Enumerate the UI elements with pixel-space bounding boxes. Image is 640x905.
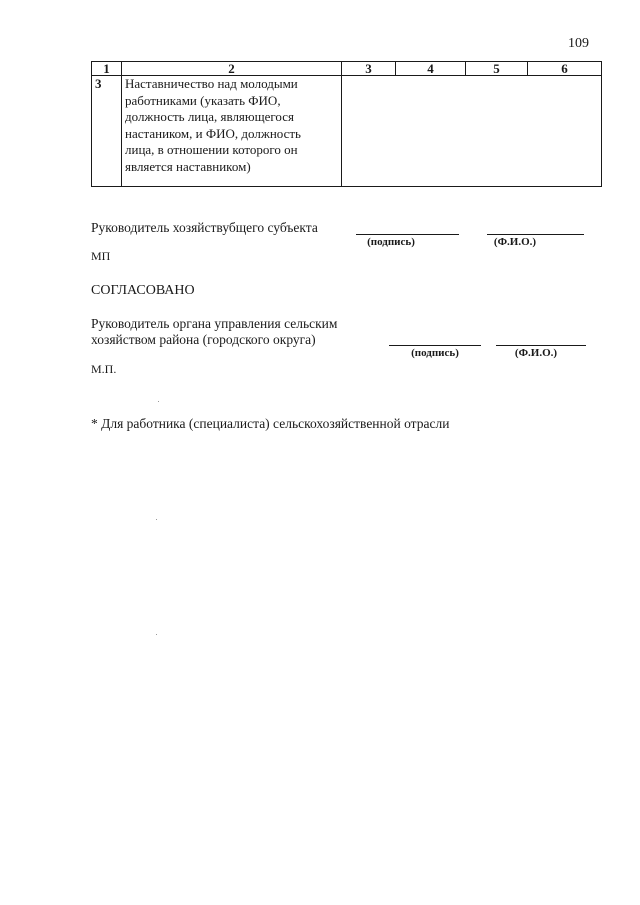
description-line: работниками (указать ФИО, [125, 92, 281, 108]
table-header-row [92, 62, 602, 76]
footnote: * Для работника (специалиста) сельскохозяйственной отрасли [91, 416, 450, 431]
column-header: 2 [122, 62, 342, 76]
description-line: является наставником) [125, 158, 251, 174]
signature-caption: (подпись) [367, 236, 415, 248]
description-line: Наставничество над молодыми [125, 76, 298, 91]
scan-speck [158, 401, 159, 402]
name-caption: (Ф.И.О.) [514, 347, 558, 359]
signature-line [356, 234, 459, 235]
data-table [91, 61, 602, 187]
column-header: 4 [396, 62, 466, 76]
row-number: 3 [92, 76, 122, 187]
signature-line [389, 345, 481, 346]
row-description [122, 76, 342, 187]
column-header: 3 [342, 62, 396, 76]
column-header: 5 [466, 62, 528, 76]
head-entity-label: Руководитель хозяйствубщего субъекта [91, 220, 318, 235]
description-line: должность лица, являющегося [125, 109, 294, 124]
description-line: настаником, и ФИО, должность [125, 125, 301, 141]
name-line [496, 345, 586, 346]
merged-empty-cell [342, 76, 602, 187]
agreed-heading: СОГЛАСОВАНО [91, 283, 195, 298]
scan-speck [156, 634, 157, 635]
description-line: лица, в отношении которого он [125, 142, 298, 157]
table-row [92, 76, 602, 187]
signature-caption: (подпись) [411, 347, 459, 359]
column-header: 1 [92, 62, 122, 76]
stamp-label: МП [91, 249, 111, 263]
agri-head-label-line2: хозяйством района (городского округа) [91, 332, 316, 347]
stamp-label: М.П. [91, 362, 117, 376]
agri-head-label-line1: Руководитель органа управления сельским [91, 316, 338, 331]
name-line [487, 234, 584, 235]
scan-speck [156, 519, 157, 520]
name-caption: (Ф.И.О.) [493, 236, 537, 248]
column-header: 6 [528, 62, 602, 76]
page-number: 109 [568, 36, 589, 51]
